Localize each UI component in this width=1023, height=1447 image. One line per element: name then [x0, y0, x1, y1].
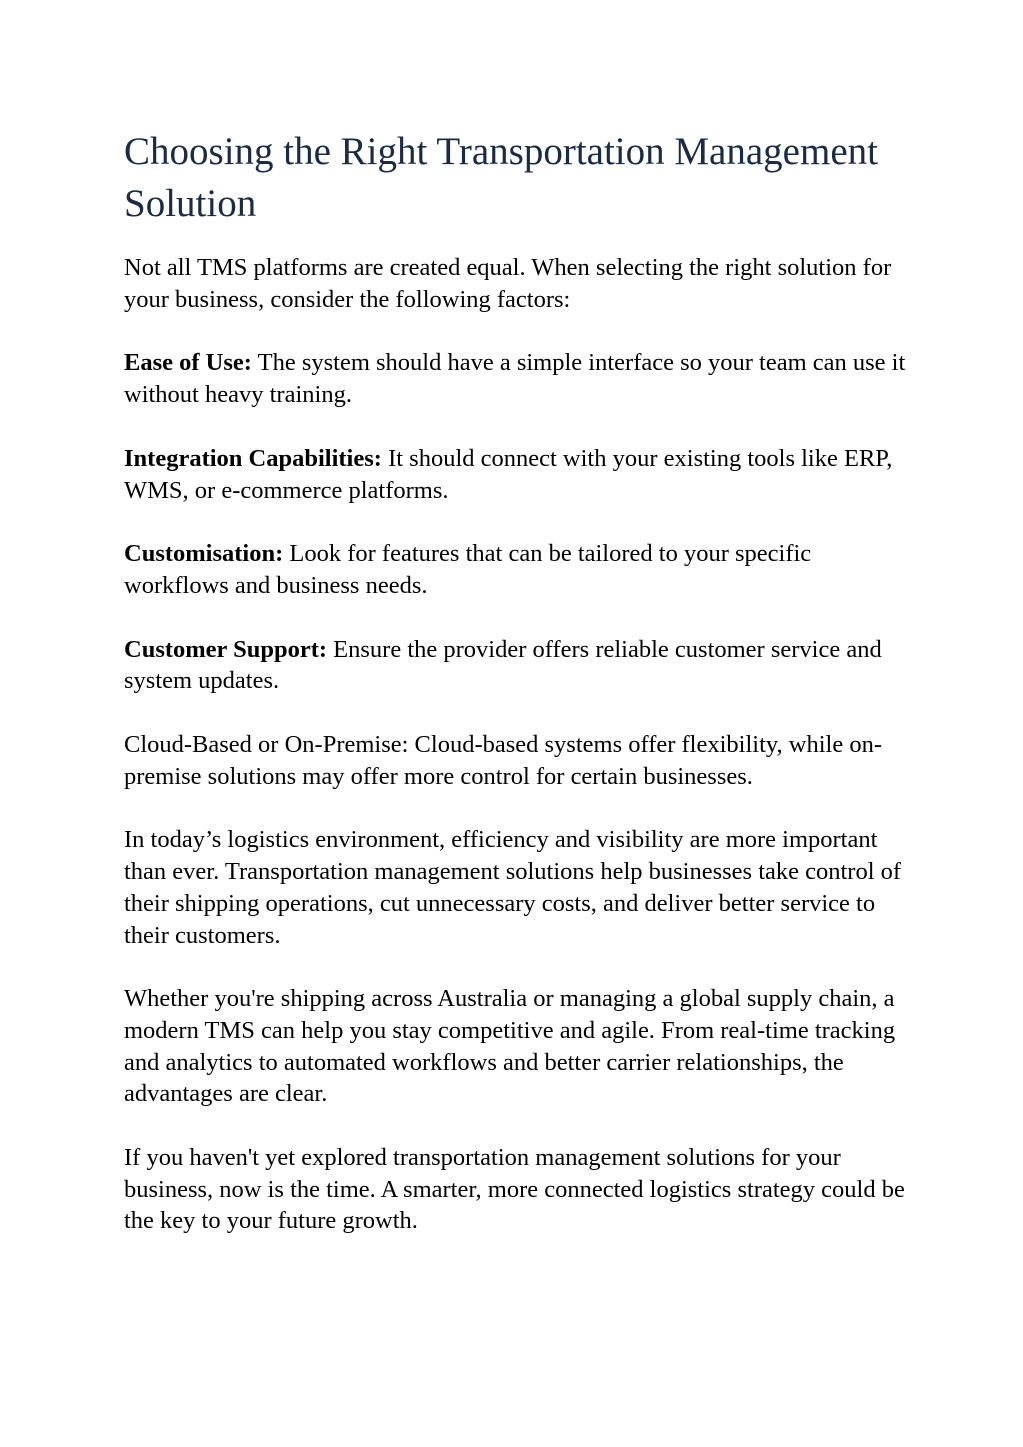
factor-label: Ease of Use: [124, 349, 252, 377]
conclusion-paragraph-1: In today’s logistics environment, efficiency and visibility are more important than ever. Transportation management solutions help businesses take control of their shipping operations, cut unnecessary costs, and deliver better service to their customers. [124, 826, 902, 949]
page-title: Choosing the Right Transportation Management Solution [124, 130, 878, 225]
factor-label: Integration Capabilities: [124, 444, 382, 472]
factor-text: Look for features that can be tailored to your specific workflows and business needs. [124, 540, 812, 599]
factor-label: Customer Support: [124, 635, 328, 663]
factor-integration [124, 443, 914, 506]
intro-paragraph: Not all TMS platforms are created equal. When selecting the right solution for your business, consider the following factors: [124, 254, 892, 313]
factor-text: Ensure the provider offers reliable customer service and system updates. [124, 635, 882, 695]
factor-text: The system should have a simple interface so your team can use it without heavy training. [124, 349, 906, 409]
factor-text: It should connect with your existing tools like ERP, WMS, or e-commerce platforms. [124, 444, 893, 504]
conclusion-paragraph-3: If you haven't yet explored transportation management solutions for your business, now is the time. A smarter, more connected logistics strategy could be the key to your future growth. [124, 1144, 905, 1235]
cloud-paragraph: Cloud-Based or On-Premise: Cloud-based systems offer flexibility, while on-premise solutions may offer more control for certain businesses. [124, 731, 883, 790]
factor-customer-support [124, 634, 914, 697]
factor-customisation [124, 538, 914, 601]
factor-label: Customisation: [124, 540, 284, 568]
document-page [124, 126, 914, 1269]
conclusion-paragraph-2: Whether you're shipping across Australia or managing a global supply chain, a modern TMS can help you stay competitive and agile. From real-time tracking and analytics to automated workflows and better carrier relationships, the advantages are clear. [124, 985, 896, 1108]
factor-ease-of-use [124, 347, 914, 410]
